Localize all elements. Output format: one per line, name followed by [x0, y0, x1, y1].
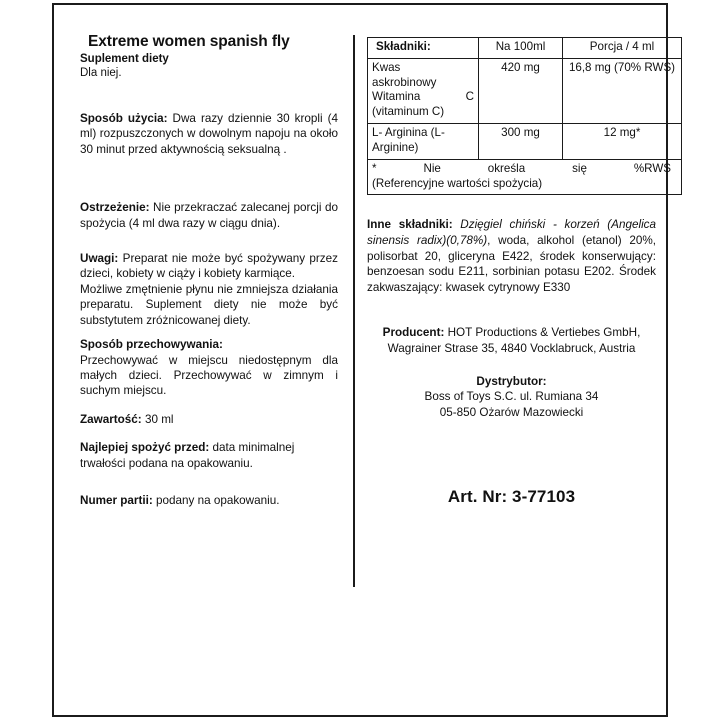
- header-per-serving: Porcja / 4 ml: [563, 38, 682, 59]
- warning-text: Nie przekraczać zalecanej porcji do spożycia (4 ml dwa razy w ciągu dnia).: [80, 201, 338, 230]
- table-header-row: [368, 38, 682, 59]
- header-per-100ml: Na 100ml: [479, 38, 563, 59]
- other-ingredients-section: [367, 217, 656, 295]
- cell-ingredient-vitamin-c: [368, 58, 479, 123]
- left-column: [64, 5, 350, 509]
- storage-text-line: [80, 353, 338, 399]
- storage-text: Przechowywać w miejscu niedostępnym dla małych dzieci. Przechowywać w zimnym i suchym miejscu.: [80, 353, 338, 398]
- spacer: [76, 399, 338, 412]
- storage-label-line: [80, 337, 338, 352]
- warning-section: [80, 200, 338, 231]
- manufacturer-text: HOT Productions & Vertiebes GmbH, Wagrainer Strase 35, 4840 Vocklabruck, Austria: [387, 326, 641, 355]
- other-ingredients-label: Inne składniki:: [367, 218, 453, 232]
- content-label: Zawartość:: [80, 412, 142, 426]
- cell-arginine-per-100ml: 300 mg: [479, 124, 563, 160]
- notes-label: Uwagi:: [80, 251, 119, 265]
- spacer: [76, 471, 338, 484]
- distributor-line-1: Boss of Toys S.C. ul. Rumiana 34: [424, 390, 599, 404]
- nutrition-table-header: [368, 38, 682, 59]
- warning-label: Ostrzeżenie:: [80, 201, 150, 215]
- table-footnote-row: [368, 159, 682, 195]
- usage-section: [80, 111, 338, 157]
- batch-label: Numer partii:: [80, 494, 153, 508]
- other-ingredients-rest: , woda, alkohol (etanol) 20%, polisorbat 20, gliceryna E422, środek konserwujący: benzoesan sodu E211, sorbinian potasu E202. Środek zakwaszający: kwasek cytrynowy E330: [367, 234, 656, 294]
- batch-text: podany na opakowaniu.: [152, 494, 280, 508]
- spacer: [76, 328, 338, 337]
- spacer: [365, 357, 658, 374]
- storage-label: Sposób przechowywania:: [80, 338, 223, 352]
- manufacturer-label: Producent:: [382, 326, 445, 340]
- footnote-line-2: (Referencyjne wartości spożycia): [372, 176, 543, 190]
- product-subtitle: Suplement diety: [80, 53, 169, 66]
- article-number: Art. Nr: 3-77103: [447, 486, 576, 506]
- notes-text-2: Możliwe zmętnienie płynu nie zmniejsza działania preparatu. Suplement diety nie może być substytutem zróżnicowanej diety.: [80, 282, 338, 327]
- cell-vitamin-c-per-serving: 16,8 mg (70% RWS): [563, 58, 682, 123]
- distributor-label: Dystrybutor:: [476, 374, 547, 388]
- notes-text-1: Preparat nie może być spożywany przez dzieci, kobiety w ciąży i kobiety karmiące.: [80, 251, 338, 281]
- right-column: [357, 5, 676, 507]
- header-ingredients: Składniki:: [368, 38, 479, 59]
- footnote-line-1: * Nie określa się %RWS: [372, 161, 671, 175]
- other-ingredients-botanical: Dzięgiel chiński - korzeń (Angelica sinensis radix)(0,78%): [367, 218, 657, 248]
- ingredient-line: askrobinowy: [372, 75, 437, 89]
- spacer: [365, 421, 658, 487]
- column-divider: [353, 35, 355, 587]
- usage-label: Sposób użycia:: [80, 111, 168, 125]
- best-before-label: Najlepiej spożyć przed:: [80, 441, 210, 455]
- product-audience: Dla niej.: [80, 67, 122, 80]
- cell-ingredient-arginine: [368, 124, 479, 160]
- cell-vitamin-c-per-100ml: 420 mg: [479, 58, 563, 123]
- cell-arginine-per-serving: 12 mg*: [563, 124, 682, 160]
- product-label-frame: [52, 3, 676, 717]
- ingredient-line: L- Arginina (L-: [372, 126, 445, 140]
- page-title: Extreme women spanish fly: [88, 33, 290, 50]
- notes-section-part1: [80, 251, 338, 282]
- spacer: [76, 81, 338, 111]
- spacer: [76, 231, 338, 251]
- spacer: [365, 295, 658, 325]
- best-before-section: [80, 440, 338, 471]
- nutrition-table-body: [368, 58, 682, 195]
- spacer: [76, 187, 338, 200]
- ingredient-line: Kwas: [372, 60, 401, 74]
- table-row: [368, 58, 682, 123]
- usage-text: Dwa razy dziennie 30 kropli (4 ml) rozpuszczonych w dowolnym napoju na około 30 minut przed aktywnością seksualną .: [80, 111, 338, 156]
- content-text: 30 ml: [141, 412, 174, 426]
- ingredient-line: Arginine): [372, 140, 419, 154]
- spacer: [76, 157, 338, 187]
- batch-section: [80, 493, 338, 508]
- spacer: [76, 484, 338, 493]
- spacer: [365, 195, 658, 217]
- ingredient-line: Witamina C: [372, 90, 474, 104]
- manufacturer-section: [371, 325, 652, 356]
- notes-section-part2: [80, 282, 338, 328]
- spacer: [76, 427, 338, 440]
- nutrition-table: [367, 37, 682, 195]
- table-row: [368, 124, 682, 160]
- content-section: [80, 412, 338, 427]
- distributor-label-line: [371, 374, 652, 390]
- distributor-line-2: 05-850 Ożarów Mazowiecki: [439, 405, 584, 419]
- ingredient-line: (vitaminum C): [372, 105, 445, 119]
- cell-footnote: [368, 159, 682, 195]
- best-before-text: data minimalnej trwałości podana na opakowaniu.: [80, 441, 295, 470]
